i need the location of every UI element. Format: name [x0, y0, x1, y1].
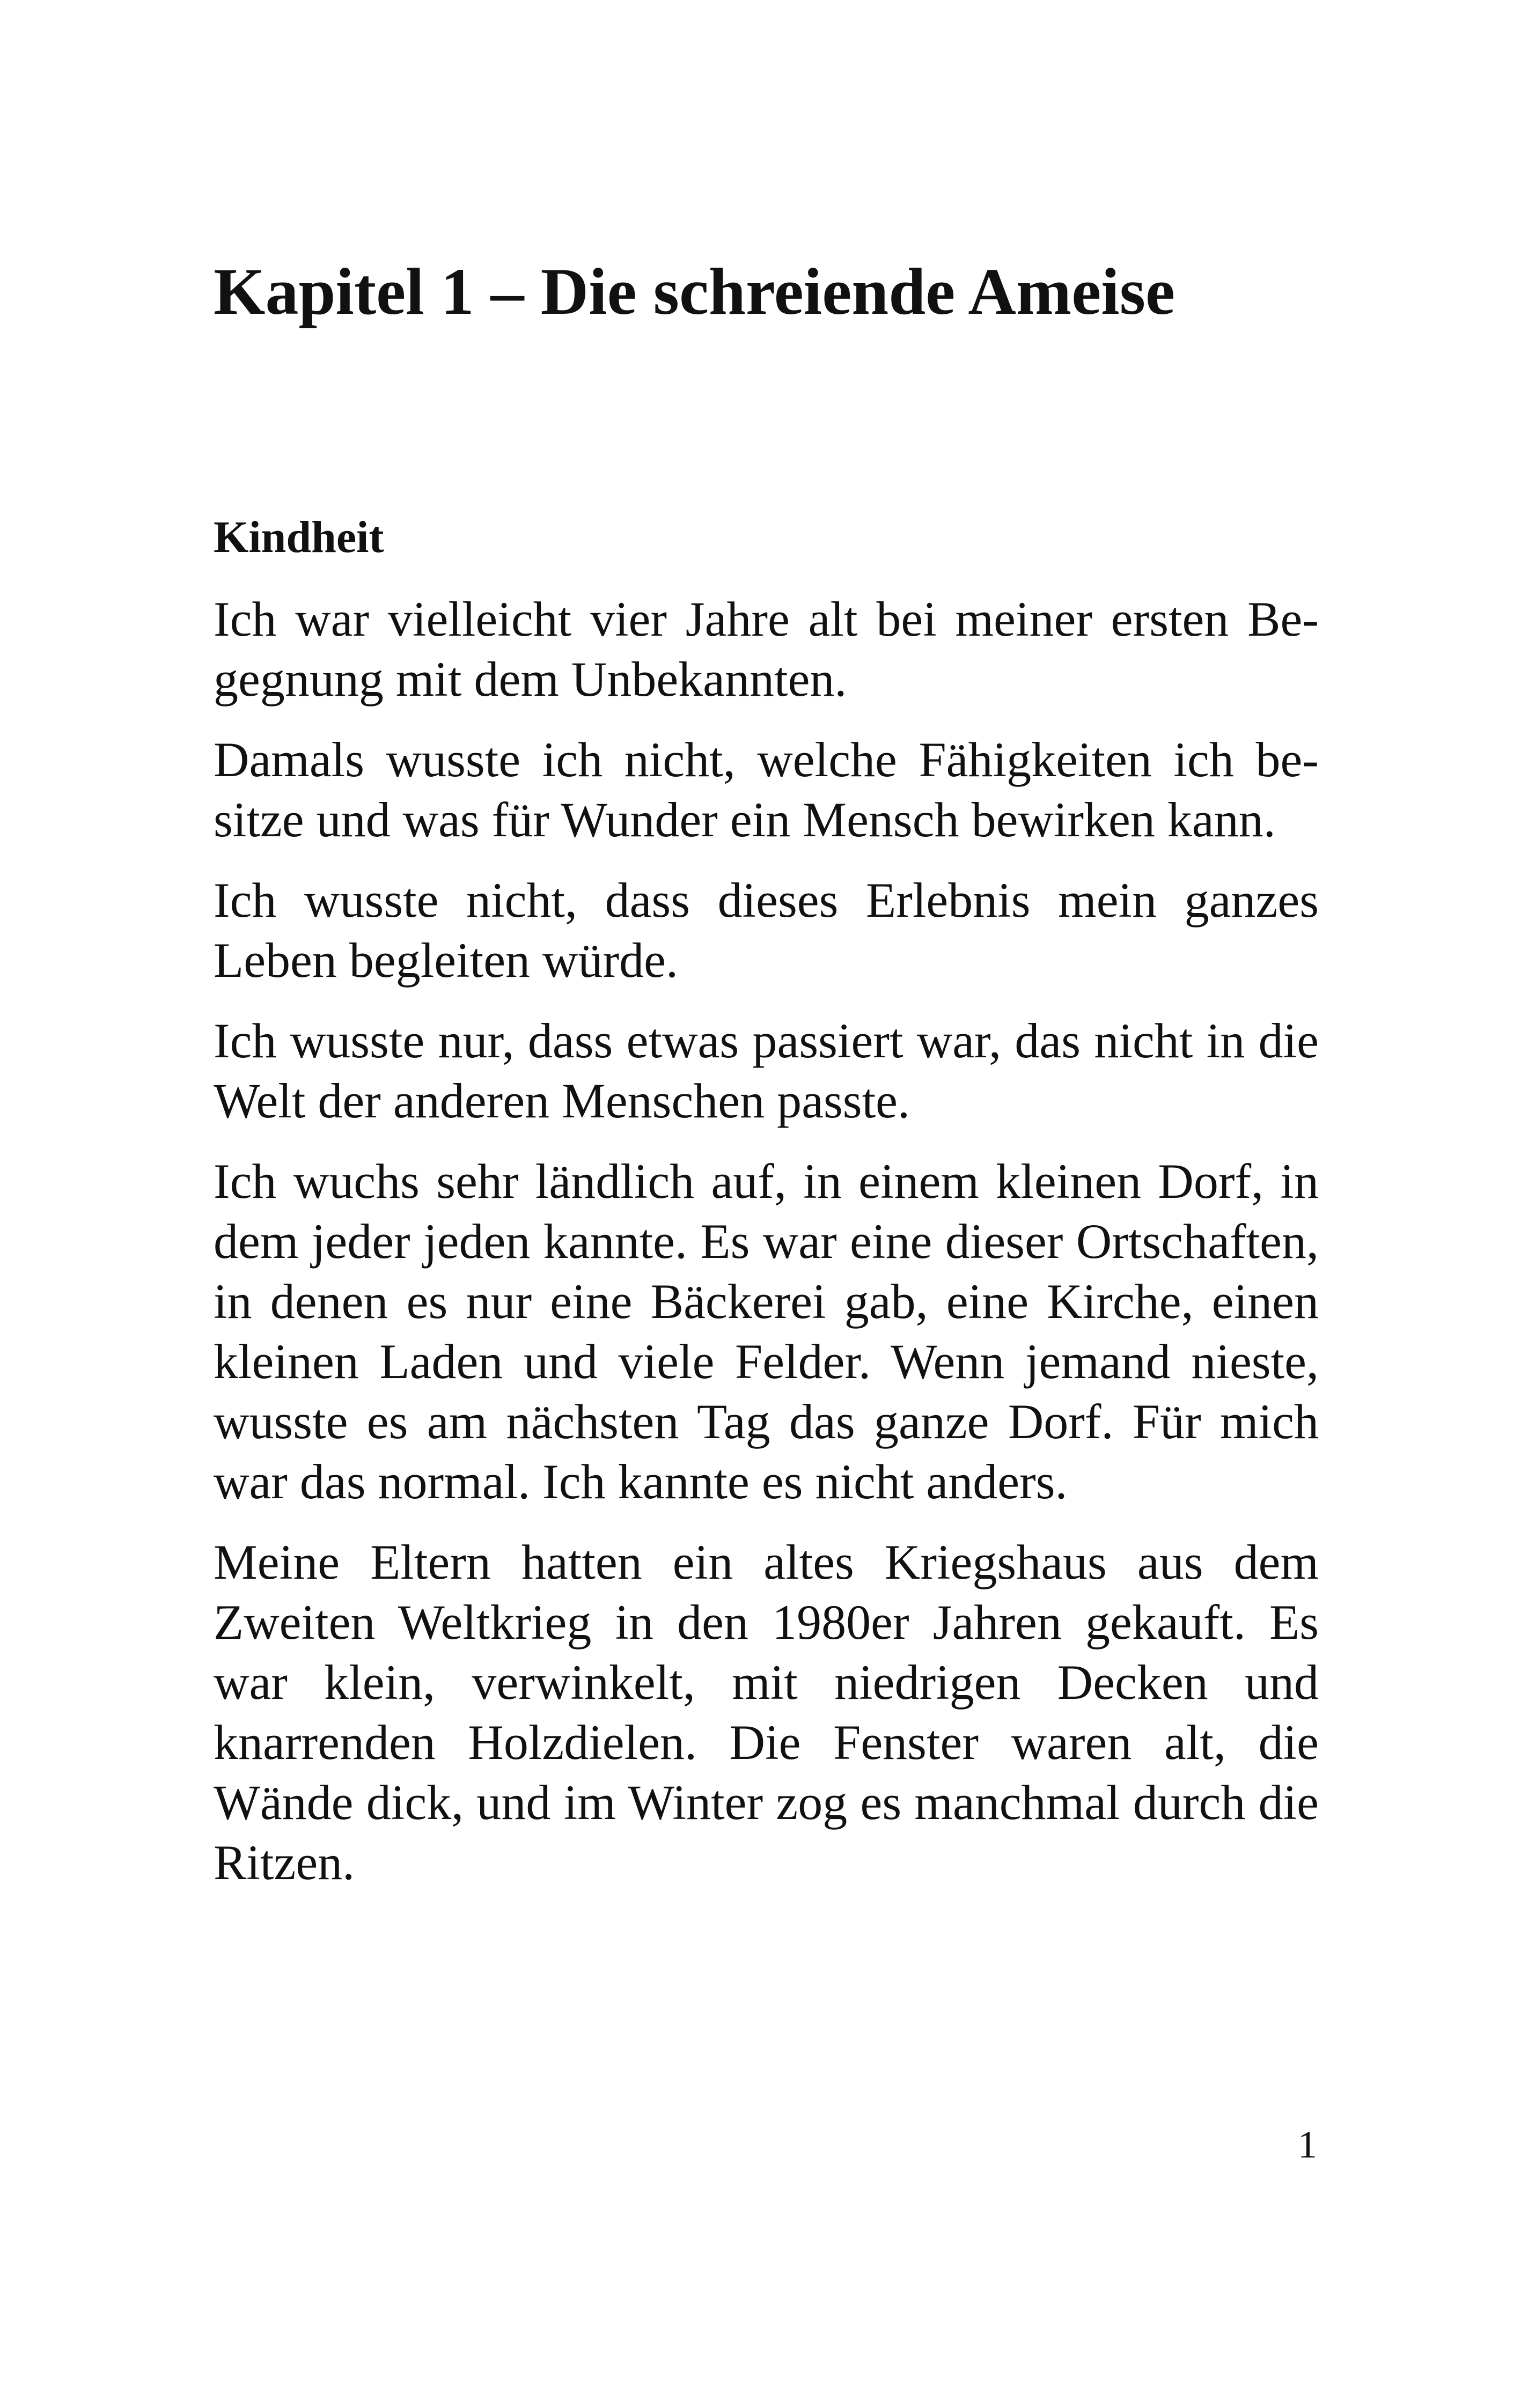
section-heading: Kindheit — [214, 512, 384, 562]
paragraph-4: Ich wusste nur, dass etwas passiert war, das nicht in die Welt der anderen Menschen passte. — [214, 1013, 1319, 1129]
paragraph-3: Ich wusste nicht, dass dieses Erlebnis mein ganzes Leben begleiten würde. — [214, 873, 1319, 988]
paragraph-2: Damals wusste ich nicht, welche Fähigkeiten ich besitze und was für Wunder ein Mensch bewirken kann. — [214, 732, 1319, 848]
paragraph-1: Ich war vielleicht vier Jahre alt bei meiner ersten Begegnung mit dem Unbekannten. — [214, 592, 1319, 707]
chapter-title: Kapitel 1 – Die schreiende Ameise — [214, 255, 1175, 328]
page-number: 1 — [1298, 2123, 1317, 2166]
chapter-body — [214, 507, 1319, 1913]
paragraph-5: Ich wuchs sehr ländlich auf, in einem kleinen Dorf, in dem jeder jeden kannte. Es war eine dieser Ortschaften, in denen es nur eine Bäckerei gab, eine Kirche, einen kleinen Laden und viele Felder. Wenn jemand nieste, wusste es am nächsten Tag das ganze Dorf. Für mich war das normal. Ich kannte es nicht anders. — [214, 1154, 1319, 1509]
paragraph-6: Meine Eltern hatten ein altes Kriegshaus aus dem Zweiten Weltkrieg in den 1980er Jahren gekauft. Es war klein, verwinkelt, mit niedrigen Decken und knarrenden Holzdielen. Die Fenster waren alt, die Wände dick, und im Winter zog es manchmal durch die Ritzen. — [214, 1535, 1319, 1890]
